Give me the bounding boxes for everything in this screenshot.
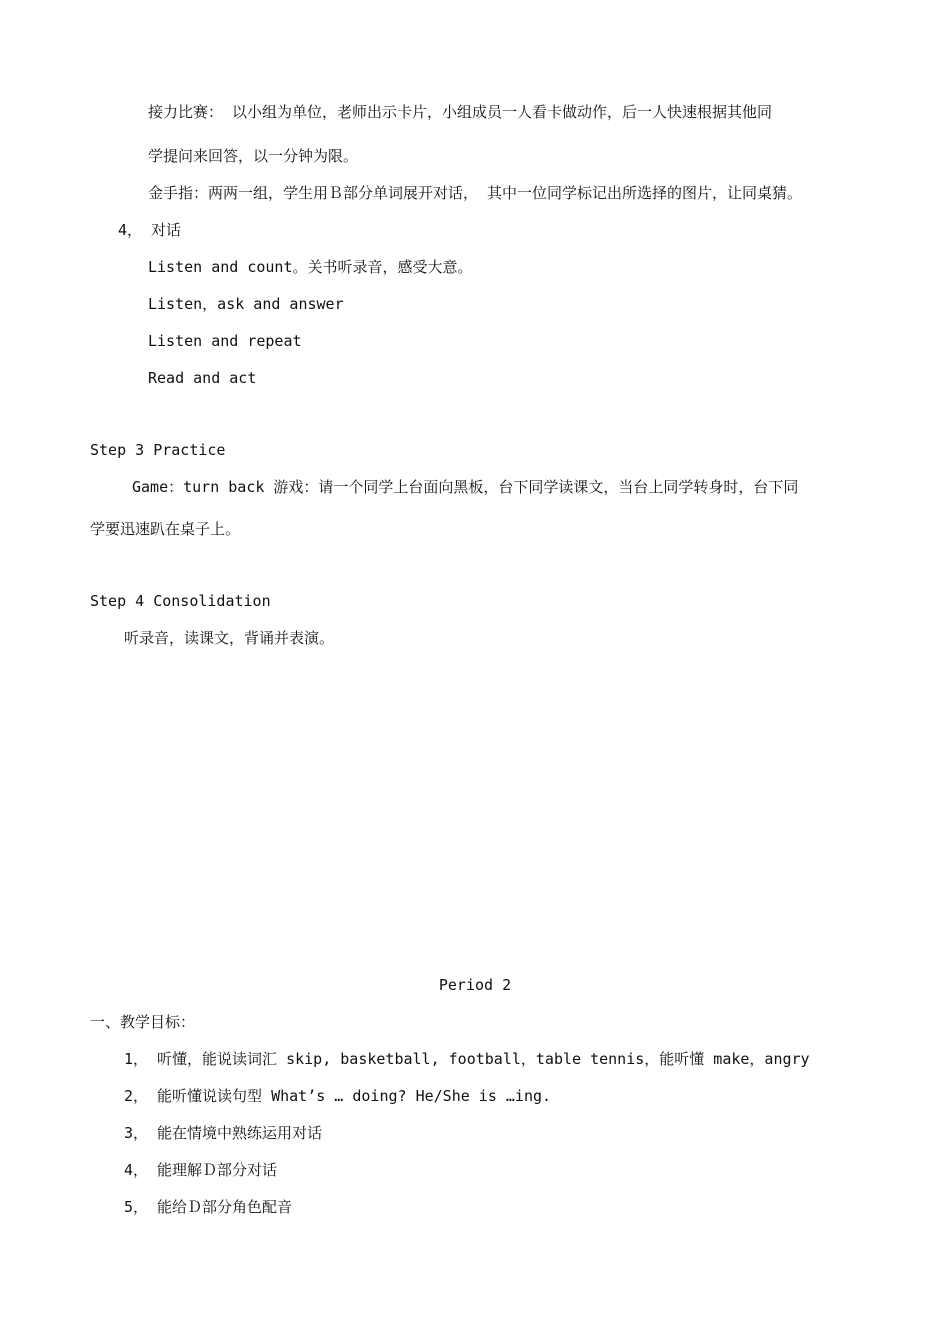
objective-item-2: 2， 能听懂说读句型 What’s … doing? He/She is …ing. xyxy=(124,1087,552,1105)
read-and-act: Read and act xyxy=(148,369,257,387)
period-2-title: Period 2 xyxy=(438,976,512,994)
objective-item-3: 3， 能在情境中熟练运用对话 xyxy=(124,1124,323,1142)
objectives-heading: 一、教学目标： xyxy=(90,1013,196,1031)
step-4-text: 听录音，读课文，背诵并表演。 xyxy=(124,629,335,647)
listen-ask-answer: Listen，ask and answer xyxy=(148,295,344,313)
step-3-heading: Step 3 Practice xyxy=(90,441,226,459)
golden-finger-line: 金手指：两两一组，学生用Ｂ部分单词展开对话， 其中一位同学标记出所选择的图片，让同桌猜。 xyxy=(148,184,803,202)
relay-race-line-1: 接力比赛： 以小组为单位，老师出示卡片，小组成员一人看卡做动作，后一人快速根据其他同 xyxy=(148,103,773,121)
objective-item-5: 5， 能给Ｄ部分角色配音 xyxy=(124,1198,293,1216)
step-3-game-line-2: 学要迅速趴在桌子上。 xyxy=(90,520,241,538)
relay-race-line-2: 学提问来回答，以一分钟为限。 xyxy=(148,147,359,165)
listen-and-repeat: Listen and repeat xyxy=(148,332,302,350)
objective-item-4: 4， 能理解Ｄ部分对话 xyxy=(124,1161,278,1179)
listen-and-count: Listen and count。关书听录音，感受大意。 xyxy=(148,258,473,276)
step-4-heading: Step 4 Consolidation xyxy=(90,592,271,610)
item-4-dialogue: 4， 对话 xyxy=(118,221,182,239)
objective-item-1: 1， 听懂，能说读词汇 skip, basketball, football，table tennis，能听懂 make，angry xyxy=(124,1050,810,1068)
step-3-game-line-1: Game：turn back 游戏：请一个同学上台面向黑板，台下同学读课文，当台上同学转身时，台下同 xyxy=(132,478,799,496)
